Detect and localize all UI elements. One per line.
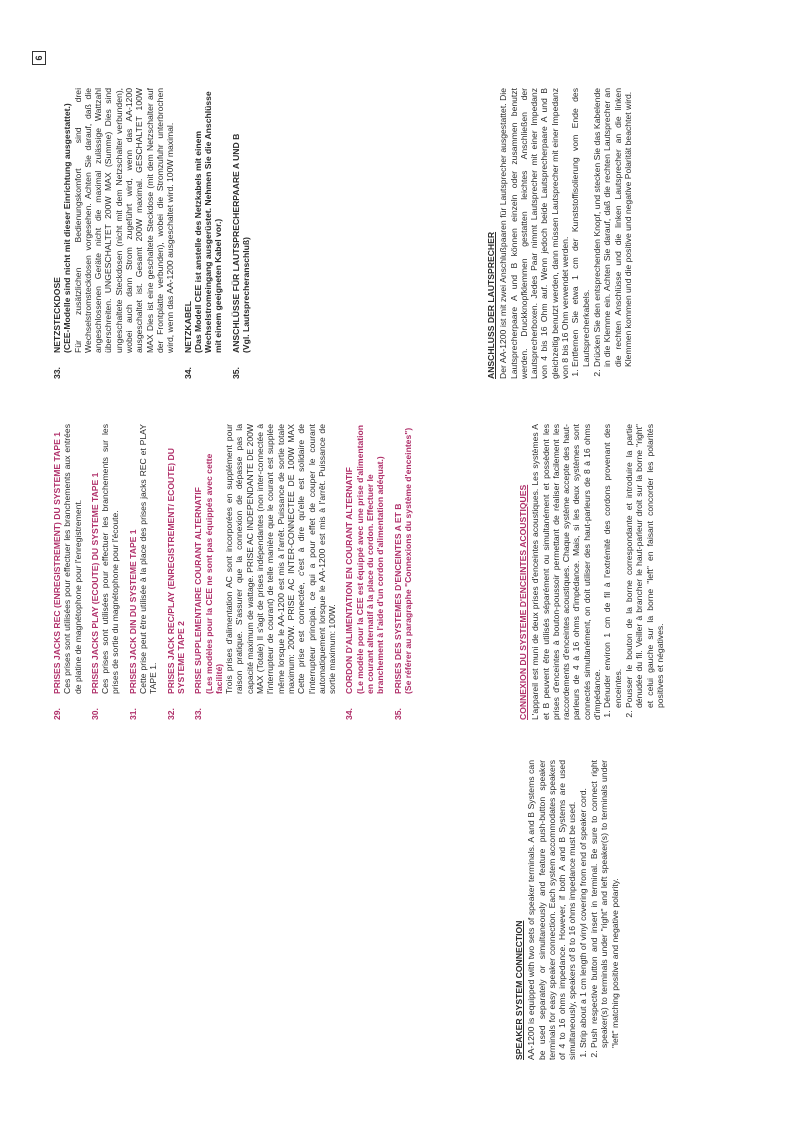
item-content	[128, 424, 159, 694]
item-note: (Le modèle pour la CEE est équippé avec une prise d'alimentation en courant alternatif à la place du cordon. Effectuer le branchement à l'aide d'un cordon d'alimentation adéquat.)	[354, 425, 386, 694]
german-section-intro: Der AA-1200 ist mit zwei Anschlußpaaren für Lautsprecher ausgestattet. Die Lautsprecherpaare A und B können einzeln oder zusammen benutzt werden. Druckknopfklemmen gestatten leichtes Anschließen der Lautsprecherboxen. Jedes Paar nimmt Lautsprecher mit einer Impedanz von 4 bis 16 Ohm auf. Wenn jedoch beide Lautsprecherpaare A und B gleichzeitig benutzt werden, dann müssen Lautsprecher mit einer Impedanz von 8 bis 16 Ohm verwendet werden.	[498, 88, 571, 379]
english-step: 1. Strip about a 1 cm length of vinyl covering from end of speaker cord.	[578, 760, 588, 1048]
item-content	[183, 88, 224, 353]
item-number: 35.	[392, 708, 403, 720]
item-note: (Vgl. Lautsprecheranschluß)	[241, 236, 252, 353]
item-body: Ces prises sont utilisées pour effectuer les branchements sur les prises de sortie du magnétophone pour l'écoute.	[100, 424, 121, 694]
item-title: PRISES JACKS PLAY (ECOUTE) DU SYSTEME TAPE 1	[89, 472, 100, 694]
numbered-item	[344, 424, 385, 720]
item-title: PRISES JACKS REC (ENREGISTREMENT) DU SYSTEME TAPE 1	[52, 432, 62, 694]
german-section-heading: ANSCHLUSS DER LAUTSPRECHER	[486, 231, 496, 379]
item-content	[166, 424, 187, 694]
french-section-intro: L'appareil est muni de deux prises d'enceintes acoustiques. Les systèmes A et B peuvent être utilisés séparément ou simultanément et possèdent les prises d'enceintes à bouton-poussoir permettant de réaliser facilement les raccordements d'enceintes acoustiques. Chaque système accepte des haut-parleurs de 4 à 16 ohms d'impédance. Mais, si les deux systèmes sont connectés simultanément, on doit utiliser des haut-parleurs de 8 à 16 ohms d'impédance.	[530, 424, 603, 720]
item-number: 32.	[165, 708, 176, 720]
item-number: 34.	[182, 367, 193, 379]
item-number: 33.	[52, 367, 62, 379]
english-step: 2. Push respective button and insert in terminal. Be sure to connect right speaker(s) to terminals under "right" and left speaker(s) to terminals under "left" matching positive and negative polarity.	[589, 760, 620, 1048]
item-content	[52, 88, 176, 353]
item-title: ANSCHLÜSSE FÜR LAUTSPRECHERPAARE A UND B	[230, 133, 241, 353]
german-step: 2. Drücken Sie den entsprechenden Knopf, und stecken Sie das Kabelende in die Klemme ein. Achten Sie darauf, daß die rechten Lautsprecher an die rechten Anschlüsse und die linken Lautsprecher an die linken Klemmen kommen und die positive und negative Polarität beachtet wird.	[592, 88, 633, 367]
french-section-heading: CONNEXION DU SYSTEME D'ENCEINTES ACOUSTIQUES	[518, 484, 528, 720]
numbered-item	[90, 424, 121, 720]
item-content	[231, 88, 252, 353]
item-note: (Das Modell CEE ist anstelle des Netzkabels mit einem Wechselstromeingang ausgerüstet. Nehmen Sie die Anschlüsse mit einem geeigneten Kabel vor.)	[192, 91, 224, 353]
item-content	[52, 424, 83, 694]
item-title: PRISES DES SYSTEMES D'ENCEINTES A ET B	[392, 503, 403, 694]
item-content	[344, 424, 385, 694]
numbered-item	[52, 88, 176, 379]
german-column	[52, 88, 258, 379]
item-number: 29.	[52, 708, 62, 720]
item-number: 34.	[344, 708, 355, 720]
item-body: Ces prises sont utilisées pour effectuer les branchements aux entrées de platine de magnétophone pour l'enregistrement.	[62, 424, 83, 694]
item-body: Für zusätzlichen Bedienungskomfort sind drei Wechselstromsteckdosen vorgesehen. Achten Sie darauf, daß die angeschlossenen Geräte nicht die maximal zulässige Wattzahl überschreiten. UNGESCHALTET 200W MAX (Summe) Dies sind ungeschaltete Steckdosen (nicht mit dem Netzschalter verbunden), wobei auch dann Strom zugeführt wird, wenn das AA-1200 ausgeschaltet ist. Gesamt 200W maximal. GESCHALTET 100W MAX Dies ist eine geschaltete Steckdose (mit dem Netzschalter auf der Frontplatte verbunden), wobei die Stromzufuhr unterbrochen wird, wenn das AA-1200 ausgeschaltet wird. 100W maximal.	[72, 88, 176, 353]
item-body: Cette prise peut être utilisée à la place des prises jacks REC et PLAY TAPE 1.	[138, 424, 159, 694]
numbered-item	[393, 424, 414, 720]
numbered-item	[52, 424, 83, 720]
item-title: CORDON D'ALIMENTATION EN COURANT ALTERNATIF	[344, 467, 355, 694]
french-speaker-section	[518, 424, 666, 720]
french-step: 2. Pousser le bouton de la borne correspondante et introduire la partie dénudée du fil. Veiller à brancher le haut-parleur droit sur la borne "right" et celui gauche sur la borne "left" en faisant concorder les polarités positives et négatives.	[624, 424, 665, 708]
item-title: PRISES JACK REC/PLAY (ENREGISTREMENT/ ECOUTE) DU SYSTEME TAPE 2	[165, 448, 186, 694]
item-number: 35.	[230, 367, 241, 379]
item-title: NETZKABEL	[182, 300, 193, 353]
english-section-heading: SPEAKER SYSTEM CONNECTION	[514, 920, 524, 1060]
item-note: (Les modèles pour la CEE ne sont pas équippés avec cette facilité)	[203, 453, 224, 694]
item-title: PRISES JACK DIN DU SYSTEME TAPE 1	[127, 529, 138, 694]
item-title: PRISE SUPPLEMENTAIRE COURANT ALTERNATIF	[193, 487, 204, 694]
item-body: Trois prises d'alimentation AC sont incorporées en supplément pour raison pratique. S'assurer que la connexion de dépasse pas la capacité maximum de wattage. PRISE AC INDEPENDANTE DE 200W MAX (Totale) Il s'agit de prises indépendantes (non inter-connectée à l'interrupteur de courant) de telle manière que le courant est supplée même lorsque le AA-1200 est mis à l'arrêt. Puissance de sortie totale maximum: 200W. PRISE AC INTER-CONNECTEE DE 100W MAX Cette prise est connectée, c'est à dire qu'elle est solidaire de l'interrupteur principal, ce qui a pour effet de couper le courant automatiquement lorsque le AA-1200 est mis à l'arrêt. Puissance de sortie maximum: 100W.	[224, 424, 338, 694]
item-title: NETZSTECKDOSE	[52, 277, 62, 353]
german-speaker-section	[486, 88, 634, 379]
item-number: 30.	[89, 708, 100, 720]
item-content	[193, 424, 337, 694]
item-number: 33.	[193, 708, 204, 720]
french-column	[52, 424, 420, 720]
english-speaker-section	[514, 760, 621, 1060]
item-note: (CEE-Modelle sind nicht mit dieser Einrichtung ausgestattet.)	[62, 103, 73, 353]
german-step: 1. Entfernen Sie etwa 1 cm der Kunststoffisolierung vom Ende des Lautsprecherkabels.	[570, 88, 591, 367]
numbered-item	[166, 424, 187, 720]
english-section-intro: AA-1200 is equipped with two sets of speaker terminals. A and B Systems can be used separately or simultaneously and feature push-button speaker terminals for easy speaker connection. Each system accommodates speakers of 4 to 16 ohms impedance. However, if both A and B Systems are used simultaneously, speakers of 8 to 16 ohms impedance must be used.	[526, 760, 578, 1060]
numbered-item	[193, 424, 337, 720]
french-step: 1. Dénuder environ 1 cm de fil à l'extrémité des cordons provenant des enceintes.	[602, 424, 623, 708]
page-number: 6	[32, 51, 46, 65]
item-note: (Se référer au paragraphe "Connexions du système d'enceintes")	[402, 427, 413, 694]
item-content	[393, 424, 414, 694]
item-content	[90, 424, 121, 694]
item-number: 31.	[127, 708, 138, 720]
numbered-item	[183, 88, 224, 379]
numbered-item	[231, 88, 252, 379]
numbered-item	[128, 424, 159, 720]
